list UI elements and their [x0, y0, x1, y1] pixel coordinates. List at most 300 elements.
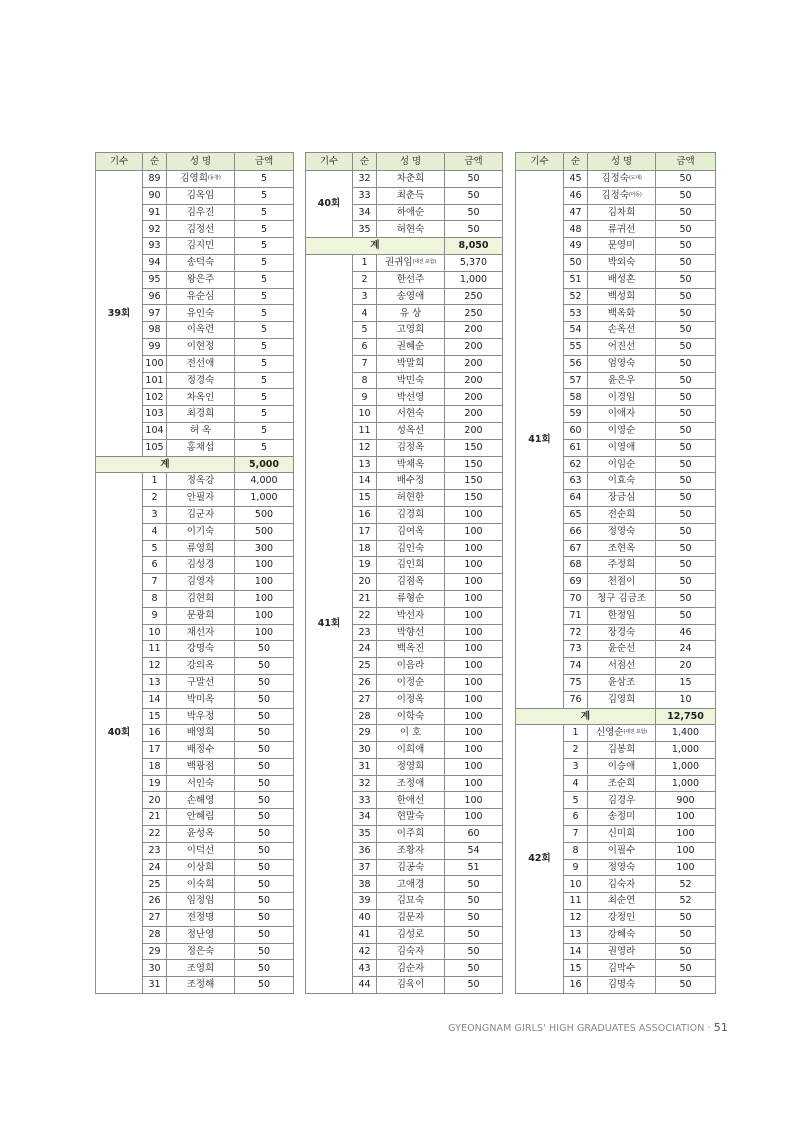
- donation-amount: 50: [656, 322, 716, 339]
- row-number: 2: [143, 490, 167, 507]
- member-name-text: 이덕선: [186, 845, 215, 857]
- row-number: 5: [143, 540, 167, 557]
- donation-amount: 50: [235, 826, 294, 843]
- row-number: 15: [353, 490, 377, 507]
- page-number: 51: [713, 1021, 728, 1034]
- member-name: [167, 910, 235, 927]
- member-name: [377, 624, 445, 641]
- row-number: 17: [143, 742, 167, 759]
- member-name: [377, 540, 445, 557]
- row-number: 7: [353, 355, 377, 372]
- donation-amount: 100: [445, 674, 503, 691]
- row-number: 2: [353, 271, 377, 288]
- member-name-text: 김옥임: [186, 189, 215, 201]
- header-name: 성 명: [588, 153, 656, 171]
- member-name-text: 서점선: [607, 660, 636, 672]
- row-number: 11: [143, 641, 167, 658]
- member-name: [377, 305, 445, 322]
- member-name-text: 한애선: [396, 794, 425, 806]
- member-name: [588, 288, 656, 305]
- member-name: [588, 557, 656, 574]
- row-number: 5: [564, 792, 588, 809]
- donation-amount: 150: [445, 439, 503, 456]
- member-name-text: 정경숙: [186, 374, 215, 386]
- donation-amount: 5: [235, 355, 294, 372]
- member-name-text: 강의옥: [186, 660, 215, 672]
- member-name: [167, 540, 235, 557]
- table-row: [96, 171, 294, 188]
- member-name-text: 유순심: [186, 290, 215, 302]
- header-no: 순: [564, 153, 588, 171]
- row-number: 21: [353, 590, 377, 607]
- row-number: 71: [564, 607, 588, 624]
- member-name-text: 정난영: [186, 929, 215, 940]
- row-number: 15: [143, 708, 167, 725]
- member-name: [377, 574, 445, 591]
- member-name: [377, 792, 445, 809]
- member-name-text: 김숙자: [607, 878, 636, 890]
- row-number: 29: [143, 943, 167, 960]
- donation-amount: 200: [445, 389, 503, 406]
- row-number: 8: [564, 842, 588, 859]
- donation-amount: 100: [445, 708, 503, 725]
- donation-amount: 54: [445, 842, 503, 859]
- member-name: [167, 758, 235, 775]
- donation-amount: 300: [235, 540, 294, 557]
- row-number: 51: [564, 271, 588, 288]
- donation-amount: 52: [656, 876, 716, 893]
- member-name: [588, 506, 656, 523]
- row-number: 14: [143, 691, 167, 708]
- row-number: 3: [143, 506, 167, 523]
- member-name-text: 윤삼조: [607, 677, 636, 689]
- donation-amount: 100: [656, 826, 716, 843]
- member-name: [377, 725, 445, 742]
- row-number: 96: [143, 288, 167, 305]
- member-name-text: 최경희: [186, 408, 215, 420]
- member-name: [167, 607, 235, 624]
- donation-amount: 100: [445, 506, 503, 523]
- member-name-text: 손해영: [186, 794, 215, 806]
- row-number: 44: [353, 977, 377, 994]
- donation-amount: 100: [445, 557, 503, 574]
- donation-amount: 5: [235, 254, 294, 271]
- member-note: (마동): [628, 191, 642, 198]
- row-number: 64: [564, 490, 588, 507]
- member-name: [167, 792, 235, 809]
- member-name-text: 박선자: [396, 609, 425, 621]
- member-name: [588, 742, 656, 759]
- member-name-text: 고애경: [396, 878, 425, 890]
- row-number: 92: [143, 221, 167, 238]
- row-number: 13: [353, 456, 377, 473]
- member-name-text: 엄영숙: [607, 357, 636, 369]
- member-name-text: 이숙희: [186, 878, 215, 890]
- member-name: [377, 775, 445, 792]
- member-name-text: 이옥련: [186, 324, 215, 336]
- donation-amount: 50: [235, 658, 294, 675]
- member-name-text: 임정임: [186, 895, 215, 907]
- member-name-text: 박미옥: [186, 693, 215, 705]
- donation-amount: 50: [656, 238, 716, 255]
- donation-amount: 5,370: [445, 254, 503, 271]
- member-name: [588, 641, 656, 658]
- row-number: 23: [143, 842, 167, 859]
- member-name-text: 류영희: [186, 542, 215, 554]
- row-number: 11: [564, 893, 588, 910]
- table-header-row: [96, 153, 294, 171]
- member-name: [588, 674, 656, 691]
- donation-amount: 50: [235, 691, 294, 708]
- row-number: 33: [353, 792, 377, 809]
- member-name: [167, 943, 235, 960]
- row-number: 70: [564, 590, 588, 607]
- row-number: 32: [353, 775, 377, 792]
- member-name-text: 홍채섭: [186, 441, 215, 453]
- member-name: [167, 439, 235, 456]
- donation-amount: 5: [235, 322, 294, 339]
- member-name: [588, 977, 656, 994]
- row-number: 52: [564, 288, 588, 305]
- row-number: 101: [143, 372, 167, 389]
- row-number: 14: [564, 943, 588, 960]
- member-name-text: 강명숙: [186, 643, 215, 655]
- member-name: [588, 876, 656, 893]
- member-name: [377, 254, 445, 271]
- member-name-text: 이경임: [607, 391, 636, 403]
- member-name-text: 김정숙: [601, 173, 629, 185]
- donation-amount: 5: [235, 406, 294, 423]
- member-name-text: 박향선: [396, 626, 425, 638]
- donation-amount: 51: [445, 859, 503, 876]
- member-name: [167, 204, 235, 221]
- donation-amount: 20: [656, 658, 716, 675]
- member-name: [377, 271, 445, 288]
- row-number: 26: [143, 893, 167, 910]
- donation-amount: 100: [656, 809, 716, 826]
- member-name: [377, 960, 445, 977]
- member-name-text: 차옥인: [186, 391, 215, 403]
- member-name-text: 백광점: [186, 761, 215, 773]
- member-name-text: 성옥선: [396, 425, 425, 437]
- row-number: 56: [564, 355, 588, 372]
- member-name: [167, 590, 235, 607]
- donation-amount: 50: [445, 943, 503, 960]
- donation-amount: 100: [235, 574, 294, 591]
- member-name: [167, 322, 235, 339]
- member-name-text: 차춘희: [396, 173, 425, 185]
- donation-amount: 50: [656, 187, 716, 204]
- member-name: [167, 288, 235, 305]
- donation-amount: 50: [235, 859, 294, 876]
- row-number: 105: [143, 439, 167, 456]
- member-name-text: 김점옥: [396, 576, 425, 588]
- donation-amount: 50: [656, 204, 716, 221]
- row-number: 42: [353, 943, 377, 960]
- row-number: 28: [143, 926, 167, 943]
- row-number: 10: [353, 406, 377, 423]
- member-name: [167, 641, 235, 658]
- member-name-text: 조정해: [186, 979, 215, 991]
- row-number: 6: [143, 557, 167, 574]
- member-name-text: 윤성옥: [186, 828, 215, 840]
- row-number: 103: [143, 406, 167, 423]
- member-name: [377, 893, 445, 910]
- member-name: [167, 574, 235, 591]
- member-name-text: 주정희: [607, 559, 636, 571]
- member-name: [588, 406, 656, 423]
- row-number: 11: [353, 422, 377, 439]
- member-name-text: 김문자: [396, 912, 425, 924]
- row-number: 4: [564, 775, 588, 792]
- row-number: 1: [143, 473, 167, 490]
- donation-amount: 50: [445, 171, 503, 188]
- member-name: [588, 574, 656, 591]
- member-name-text: 김봉희: [607, 744, 636, 756]
- row-number: 16: [143, 725, 167, 742]
- donation-amount: 5: [235, 288, 294, 305]
- row-number: 27: [353, 691, 377, 708]
- member-name-text: 허현한: [396, 492, 425, 504]
- member-name: [377, 842, 445, 859]
- member-name: [167, 708, 235, 725]
- row-number: 28: [353, 708, 377, 725]
- generation-cell: 42회: [516, 725, 564, 994]
- member-name-text: 김육이: [396, 979, 425, 991]
- row-number: 16: [564, 977, 588, 994]
- member-name: [588, 943, 656, 960]
- member-name: [588, 305, 656, 322]
- member-name-text: 김정옥: [396, 441, 425, 453]
- member-name: [377, 506, 445, 523]
- donation-amount: 50: [656, 288, 716, 305]
- header-amount: 금액: [235, 153, 294, 171]
- member-name-text: 김정선: [186, 223, 215, 235]
- member-note: (대전 포함): [623, 729, 647, 736]
- member-name-text: 박우정: [186, 710, 215, 722]
- donation-amount: 100: [656, 859, 716, 876]
- member-name-text: 박민숙: [396, 374, 425, 386]
- donation-amount: 50: [235, 943, 294, 960]
- row-number: 22: [143, 826, 167, 843]
- donation-amount: 1,000: [656, 742, 716, 759]
- donation-amount: 500: [235, 506, 294, 523]
- donation-amount: 100: [445, 809, 503, 826]
- member-name: [167, 557, 235, 574]
- member-name: [588, 422, 656, 439]
- donation-amount: 100: [656, 842, 716, 859]
- row-number: 10: [564, 876, 588, 893]
- donation-amount: 5: [235, 187, 294, 204]
- member-name: [377, 742, 445, 759]
- donation-amount: 50: [656, 523, 716, 540]
- member-name: [588, 338, 656, 355]
- member-name-text: 이현정: [186, 341, 215, 353]
- row-number: 90: [143, 187, 167, 204]
- member-name: [377, 826, 445, 843]
- donation-amount: 100: [445, 775, 503, 792]
- member-name-text: 신미희: [607, 828, 636, 840]
- row-number: 59: [564, 406, 588, 423]
- member-name: [588, 826, 656, 843]
- donation-amount: 50: [235, 876, 294, 893]
- member-name: [377, 590, 445, 607]
- member-name: [588, 322, 656, 339]
- table-row: [306, 254, 503, 271]
- member-name: [588, 910, 656, 927]
- member-name: [377, 406, 445, 423]
- row-number: 1: [564, 725, 588, 742]
- row-number: 6: [564, 809, 588, 826]
- member-name: [377, 876, 445, 893]
- row-number: 62: [564, 456, 588, 473]
- donation-amount: 46: [656, 624, 716, 641]
- member-name: [377, 171, 445, 188]
- row-number: 89: [143, 171, 167, 188]
- member-name-text: 고영희: [396, 324, 425, 336]
- donation-amount: 50: [235, 775, 294, 792]
- member-name-text: 구말선: [186, 677, 215, 689]
- row-number: 57: [564, 372, 588, 389]
- row-number: 55: [564, 338, 588, 355]
- row-number: 12: [353, 439, 377, 456]
- member-name: [167, 624, 235, 641]
- member-name-text: 이필수: [607, 845, 636, 857]
- member-name-text: 장경숙: [607, 626, 636, 638]
- member-name: [377, 708, 445, 725]
- donation-amount: 50: [656, 926, 716, 943]
- row-number: 66: [564, 523, 588, 540]
- donation-amount: 1,400: [656, 725, 716, 742]
- donation-amount: 50: [445, 960, 503, 977]
- member-name: [167, 775, 235, 792]
- row-number: 94: [143, 254, 167, 271]
- donation-amount: 50: [656, 590, 716, 607]
- row-number: 35: [353, 221, 377, 238]
- row-number: 7: [143, 574, 167, 591]
- donation-amount: 50: [235, 809, 294, 826]
- member-name: [377, 641, 445, 658]
- member-name: [167, 187, 235, 204]
- member-name: [377, 607, 445, 624]
- member-name: [588, 271, 656, 288]
- member-name-text: 윤순선: [607, 643, 636, 655]
- header-gen: 기수: [516, 153, 564, 171]
- member-name-text: 이 호: [399, 727, 422, 739]
- donation-amount: 100: [445, 590, 503, 607]
- member-name: [377, 221, 445, 238]
- donation-amount: 200: [445, 355, 503, 372]
- row-number: 69: [564, 574, 588, 591]
- row-number: 41: [353, 926, 377, 943]
- row-number: 4: [353, 305, 377, 322]
- donation-amount: 50: [656, 607, 716, 624]
- donation-amount: 50: [235, 758, 294, 775]
- row-number: 48: [564, 221, 588, 238]
- header-name: 성 명: [167, 153, 235, 171]
- row-number: 47: [564, 204, 588, 221]
- member-name-text: 이주희: [396, 828, 425, 840]
- row-number: 102: [143, 389, 167, 406]
- member-name-text: 정은숙: [186, 945, 215, 957]
- donation-amount: 52: [656, 893, 716, 910]
- subtotal-row: [96, 456, 294, 473]
- member-name: [377, 658, 445, 675]
- page-footer: [448, 1021, 728, 1034]
- donation-amount: 50: [445, 910, 503, 927]
- donation-amount: 100: [445, 540, 503, 557]
- member-note: (도대): [628, 175, 642, 182]
- donation-amount: 50: [656, 506, 716, 523]
- member-name-text: 박선영: [396, 391, 425, 403]
- row-number: 49: [564, 238, 588, 255]
- donation-amount: 50: [445, 221, 503, 238]
- member-name: [377, 674, 445, 691]
- member-note: (대전 포함): [412, 259, 436, 266]
- row-number: 8: [143, 590, 167, 607]
- member-name: [377, 943, 445, 960]
- member-name: [588, 254, 656, 271]
- donation-amount: 10: [656, 691, 716, 708]
- donation-amount: 200: [445, 338, 503, 355]
- member-name: [167, 490, 235, 507]
- member-name: [588, 439, 656, 456]
- donation-amount: 50: [656, 456, 716, 473]
- table-row: [516, 725, 716, 742]
- row-number: 74: [564, 658, 588, 675]
- member-name-text: 송영애: [396, 290, 425, 302]
- member-name: [377, 926, 445, 943]
- subtotal-amount: 12,750: [656, 708, 716, 725]
- donation-amount: 900: [656, 792, 716, 809]
- member-name: [588, 389, 656, 406]
- generation-cell: 41회: [516, 171, 564, 709]
- member-name: [588, 960, 656, 977]
- member-name: [588, 809, 656, 826]
- member-name-text: 전순희: [607, 509, 636, 521]
- row-number: 35: [353, 826, 377, 843]
- member-name-text: 서인숙: [186, 777, 215, 789]
- row-number: 38: [353, 876, 377, 893]
- member-name: [377, 490, 445, 507]
- member-name-text: 천점이: [607, 576, 636, 588]
- row-number: 98: [143, 322, 167, 339]
- member-name-text: 박말희: [396, 357, 425, 369]
- member-name: [377, 758, 445, 775]
- row-number: 23: [353, 624, 377, 641]
- donation-amount: 50: [656, 355, 716, 372]
- subtotal-amount: 8,050: [445, 238, 503, 255]
- row-number: 19: [143, 775, 167, 792]
- member-name: [377, 691, 445, 708]
- member-name-text: 정영숙: [607, 861, 636, 873]
- member-name: [167, 422, 235, 439]
- member-name-text: 김경우: [607, 794, 636, 806]
- row-number: 16: [353, 506, 377, 523]
- row-number: 13: [564, 926, 588, 943]
- donor-table-2: [305, 152, 503, 994]
- row-number: 4: [143, 523, 167, 540]
- row-number: 39: [353, 893, 377, 910]
- donation-amount: 50: [656, 557, 716, 574]
- member-name-text: 정영희: [396, 761, 425, 773]
- donation-amount: 50: [235, 893, 294, 910]
- row-number: 22: [353, 607, 377, 624]
- donation-amount: 50: [656, 338, 716, 355]
- row-number: 26: [353, 674, 377, 691]
- donation-amount: 50: [656, 271, 716, 288]
- row-number: 9: [143, 607, 167, 624]
